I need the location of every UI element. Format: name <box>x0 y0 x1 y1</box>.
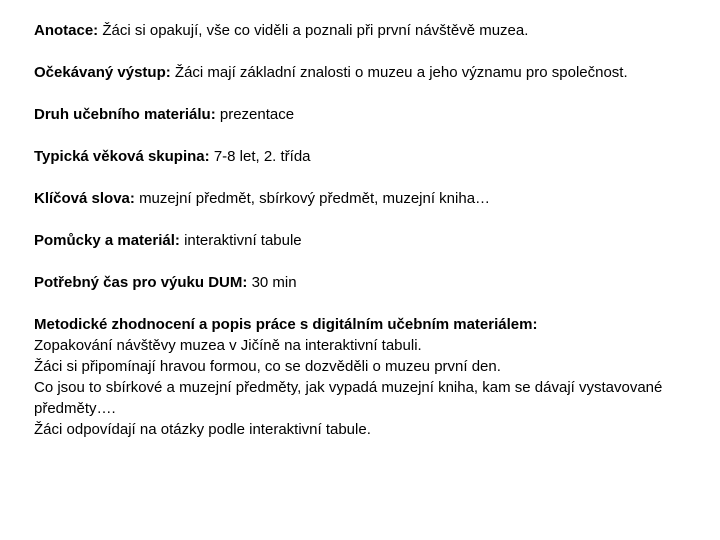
expected-outcome-label: Očekávaný výstup: <box>34 64 171 81</box>
material-type-field <box>34 104 684 125</box>
age-group-field <box>34 146 684 167</box>
lesson-description <box>34 20 684 440</box>
methodology-line-3: Co jsou to sbírkové a muzejní předměty, jak vypadá muzejní kniha, kam se dávají vystavované předměty…. <box>34 379 663 417</box>
time-label: Potřebný čas pro výuku DUM: <box>34 274 248 291</box>
time-value: 30 min <box>251 274 297 291</box>
keywords-field <box>34 188 684 209</box>
methodology-label: Metodické zhodnocení a popis práce s digitálním učebním materiálem: <box>34 316 538 333</box>
expected-outcome-value: Žáci mají základní znalosti o muzeu a jeho významu pro společnost. <box>174 64 628 81</box>
methodology-field <box>34 314 684 440</box>
keywords-value: muzejní předmět, sbírkový předmět, muzejní kniha… <box>139 190 491 207</box>
keywords-label: Klíčová slova: <box>34 190 135 207</box>
annotation-label: Anotace: <box>34 22 99 39</box>
annotation-value: Žáci si opakují, vše co viděli a poznali při první návštěvě muzea. <box>102 22 529 39</box>
age-group-value: 7-8 let, 2. třída <box>213 148 311 165</box>
methodology-line-2: Žáci si připomínají hravou formou, co se dozvěděli o muzeu první den. <box>34 358 501 375</box>
methodology-line-4: Žáci odpovídají na otázky podle interaktivní tabule. <box>34 421 371 438</box>
material-type-label: Druh učebního materiálu: <box>34 106 216 123</box>
aids-label: Pomůcky a materiál: <box>34 232 180 249</box>
annotation-field <box>34 20 684 41</box>
aids-value: interaktivní tabule <box>184 232 302 249</box>
aids-field <box>34 230 684 251</box>
expected-outcome-field <box>34 62 684 83</box>
material-type-value: prezentace <box>219 106 295 123</box>
time-field <box>34 272 684 293</box>
methodology-line-1: Zopakování návštěvy muzea v Jičíně na interaktivní tabuli. <box>34 337 422 354</box>
age-group-label: Typická věková skupina: <box>34 148 210 165</box>
